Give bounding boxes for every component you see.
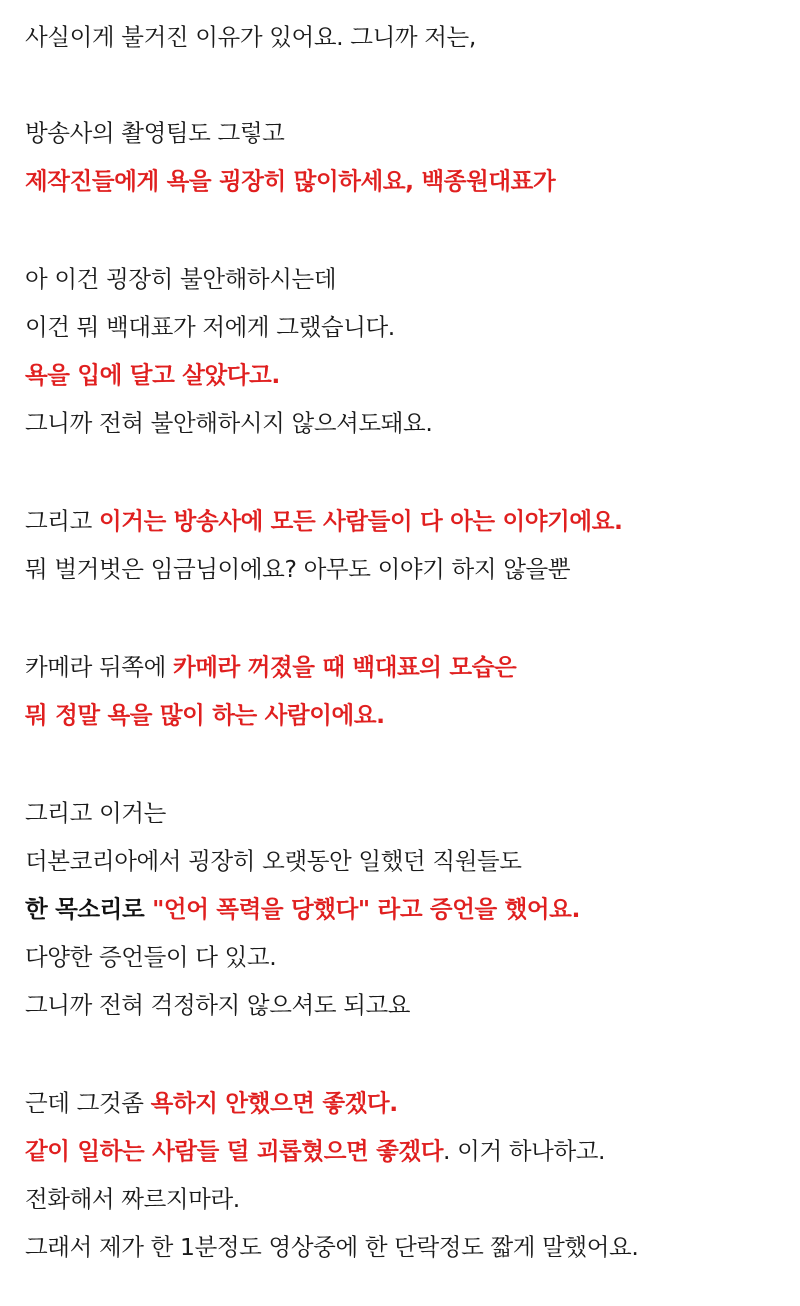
highlight-text: 카메라 꺼졌을 때 백대표의 모습은 <box>172 653 517 681</box>
transcript-line-15 <box>25 942 276 972</box>
line-text: 그래서 제가 한 1분정도 영상중에 한 단락정도 짧게 말했어요. <box>25 1233 639 1261</box>
line-text: 그리고 <box>25 507 99 535</box>
transcript-line-11 <box>25 700 385 730</box>
highlight-text: 욕하지 안했으면 좋겠다. <box>150 1089 398 1117</box>
transcript-line-1 <box>25 22 476 52</box>
bold-text: 한 목소리로 <box>25 895 153 923</box>
line-text: 이건 뭐 백대표가 저에게 그랬습니다. <box>25 313 395 341</box>
transcript-line-14 <box>25 894 580 924</box>
transcript-line-20 <box>25 1232 638 1262</box>
line-text: 그리고 이거는 <box>25 799 166 827</box>
transcript-line-5 <box>25 312 395 342</box>
transcript-line-18 <box>25 1136 605 1166</box>
transcript-line-13 <box>25 846 522 876</box>
line-text: 사실이게 불거진 이유가 있어요. 그니까 저는, <box>25 23 476 51</box>
transcript-line-8 <box>25 506 623 536</box>
transcript-line-12 <box>25 798 166 828</box>
highlight-text: 욕을 입에 달고 살았다고. <box>25 361 280 389</box>
line-text: 다양한 증언들이 다 있고. <box>25 943 277 971</box>
transcript-line-9 <box>25 554 570 584</box>
highlight-text: 이거는 방송사에 모든 사람들이 다 아는 이야기에요. <box>98 507 623 535</box>
highlight-text: "언어 폭력을 당했다" 라고 증언을 했어요. <box>152 895 581 923</box>
line-text: 뭐 벌거벗은 임금님이에요? 아무도 이야기 하지 않을뿐 <box>25 555 571 583</box>
line-text: 아 이건 굉장히 불안해하시는데 <box>25 265 337 293</box>
transcript-line-16 <box>25 990 410 1020</box>
line-text: . 이거 하나하고. <box>443 1137 606 1165</box>
highlight-text: 뭐 정말 욕을 많이 하는 사람이에요. <box>25 701 385 729</box>
transcript-line-6 <box>25 360 280 390</box>
line-text: 그니까 전혀 불안해하시지 않으셔도돼요. <box>25 409 433 437</box>
line-text: 그니까 전혀 걱정하지 않으셔도 되고요 <box>25 991 411 1019</box>
line-text: 더본코리아에서 굉장히 오랫동안 일했던 직원들도 <box>25 847 522 875</box>
transcript-line-2 <box>25 118 284 148</box>
line-text: 전화해서 짜르지마라. <box>25 1185 240 1213</box>
transcript-line-7 <box>25 408 432 438</box>
transcript-line-3 <box>25 166 555 196</box>
line-text: 근데 그것좀 <box>25 1089 151 1117</box>
transcript-line-4 <box>25 264 336 294</box>
transcript-line-19 <box>25 1184 240 1214</box>
line-text: 방송사의 촬영팀도 그렇고 <box>25 119 285 147</box>
transcript-line-17 <box>25 1088 398 1118</box>
highlight-text: 같이 일하는 사람들 덜 괴롭혔으면 좋겠다 <box>25 1137 444 1165</box>
highlight-text: 제작진들에게 욕을 굉장히 많이하세요, 백종원대표가 <box>25 167 556 195</box>
transcript-line-10 <box>25 652 516 682</box>
line-text: 카메라 뒤쪽에 <box>25 653 173 681</box>
